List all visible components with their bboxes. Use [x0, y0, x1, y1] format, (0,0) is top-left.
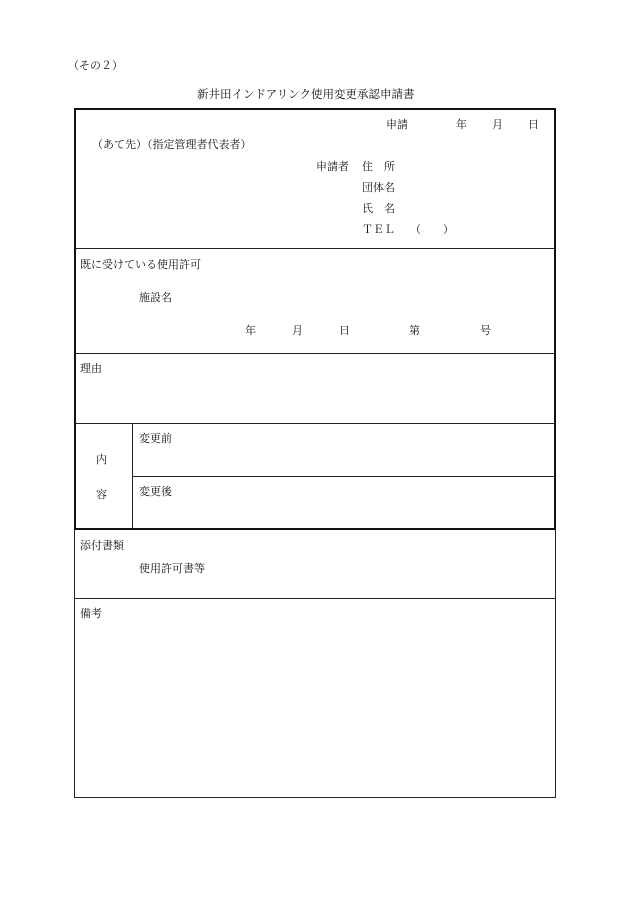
- divider-applicant: [75, 248, 555, 249]
- apply-year-label: 年: [456, 118, 467, 131]
- applicant-label: 申請者: [316, 160, 349, 173]
- tel-label: ＴＥＬ: [362, 223, 395, 236]
- existing-permit-label: 既に受けている使用許可: [80, 258, 201, 271]
- attachments-label: 添付書類: [80, 539, 124, 552]
- attachment-item: 使用許可書等: [139, 562, 205, 575]
- permit-number-suffix: 号: [480, 324, 491, 337]
- permit-number-prefix: 第: [409, 324, 420, 337]
- remarks-label: 備考: [80, 607, 102, 620]
- apply-day-label: 日: [528, 118, 539, 131]
- name-label: 氏 名: [362, 202, 395, 215]
- addressee: （あて先）（指定管理者代表者）: [92, 138, 252, 151]
- apply-month-label: 月: [492, 118, 503, 131]
- divider-permit: [75, 353, 555, 354]
- divider-attachments: [75, 598, 555, 599]
- before-change-label: 変更前: [139, 432, 172, 445]
- after-change-label: 変更後: [139, 485, 172, 498]
- divider-content-label: [132, 424, 133, 529]
- main-section: [74, 108, 556, 530]
- permit-day-label: 日: [339, 324, 350, 337]
- form-title: 新井田インドアリンク使用変更承認申請書: [197, 87, 415, 101]
- form-number: （その２）: [68, 59, 123, 72]
- facility-label: 施設名: [139, 291, 172, 304]
- tel-paren: （ ）: [410, 223, 454, 236]
- content-label-top: 内: [96, 453, 107, 466]
- group-label: 団体名: [362, 181, 395, 194]
- divider-before-after: [132, 476, 555, 477]
- address-label: 住 所: [362, 160, 395, 173]
- permit-month-label: 月: [292, 324, 303, 337]
- reason-label: 理由: [80, 362, 102, 375]
- apply-date-label: 申請: [386, 118, 408, 131]
- permit-year-label: 年: [245, 324, 256, 337]
- divider-reason: [75, 423, 555, 424]
- content-label-bottom: 容: [96, 488, 107, 501]
